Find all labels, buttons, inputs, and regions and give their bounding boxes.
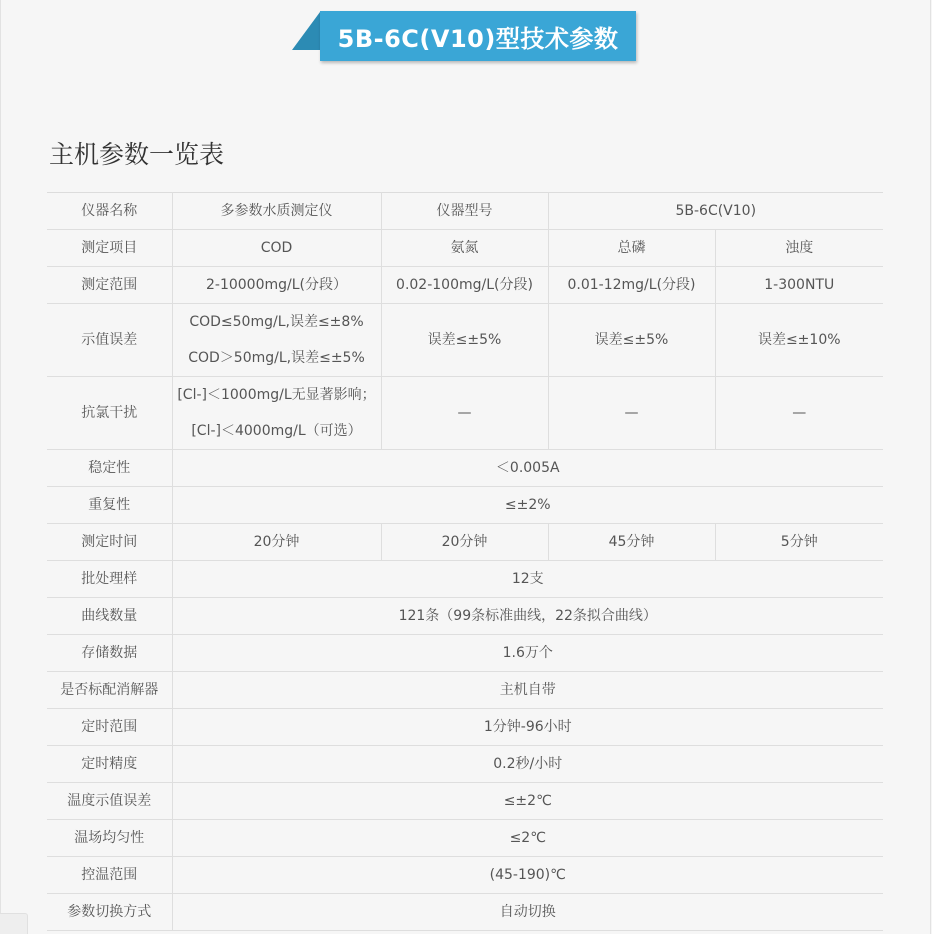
table-cell: 20分钟 (172, 524, 381, 561)
table-row (47, 894, 883, 931)
corner-tab[interactable] (0, 913, 28, 934)
row-label: 批处理样 (47, 561, 172, 598)
table-row (47, 598, 883, 635)
table-cell: 主机自带 (172, 672, 883, 709)
table-row (47, 857, 883, 894)
table-cell: 0.02-100mg/L(分段) (381, 267, 548, 304)
row-label: 存储数据 (47, 635, 172, 672)
table-cell: 0.01-12mg/L(分段) (548, 267, 715, 304)
row-label-stability: 稳定性 (47, 450, 172, 487)
table-cell: 误差≤±10% (715, 304, 883, 377)
frame-left-border (0, 0, 1, 934)
frame-right-border (930, 0, 931, 934)
table-row (47, 709, 883, 746)
table-cell: 1-300NTU (715, 267, 883, 304)
spec-table (47, 192, 883, 931)
table-row (47, 377, 883, 450)
table-row (47, 820, 883, 857)
table-cell: 5分钟 (715, 524, 883, 561)
table-cell (172, 304, 381, 377)
row-label-name: 仪器名称 (47, 193, 172, 230)
table-cell: 总磷 (548, 230, 715, 267)
table-cell: 1.6万个 (172, 635, 883, 672)
table-cell: ≤±2℃ (172, 783, 883, 820)
row-label: 曲线数量 (47, 598, 172, 635)
table-row (47, 230, 883, 267)
table-cell: 氨氮 (381, 230, 548, 267)
table-row (47, 193, 883, 230)
cell-line: [Cl-]＜4000mg/L（可选） (191, 423, 362, 439)
row-label: 温场均匀性 (47, 820, 172, 857)
table-row (47, 450, 883, 487)
table-cell: 2-10000mg/L(分段） (172, 267, 381, 304)
table-cell: 20分钟 (381, 524, 548, 561)
table-row (47, 635, 883, 672)
table-cell: 1分钟-96小时 (172, 709, 883, 746)
table-cell: (45-190)℃ (172, 857, 883, 894)
row-label: 定时精度 (47, 746, 172, 783)
row-label: 定时范围 (47, 709, 172, 746)
table-cell: 自动切换 (172, 894, 883, 931)
table-cell: 12支 (172, 561, 883, 598)
table-row (47, 524, 883, 561)
table-cell: ＜0.005A (172, 450, 883, 487)
table-cell: — (548, 377, 715, 450)
banner-ribbon-fold (292, 12, 320, 50)
table-row (47, 746, 883, 783)
table-cell: 121条（99条标准曲线，22条拟合曲线） (172, 598, 883, 635)
table-row (47, 487, 883, 524)
row-label-range: 测定范围 (47, 267, 172, 304)
table-row (47, 267, 883, 304)
section-title: 主机参数一览表 (49, 140, 225, 169)
row-label-items: 测定项目 (47, 230, 172, 267)
table-cell: 45分钟 (548, 524, 715, 561)
row-label: 参数切换方式 (47, 894, 172, 931)
cell-line: COD≤50mg/L,误差≤±8% (189, 314, 364, 330)
row-label-repeat: 重复性 (47, 487, 172, 524)
banner-title-text: 5B-6C(V10)型技术参数 (337, 24, 619, 53)
table-row (47, 783, 883, 820)
table-cell: 多参数水质测定仪 (172, 193, 381, 230)
table-row (47, 561, 883, 598)
table-row (47, 304, 883, 377)
table-cell: ≤±2% (172, 487, 883, 524)
row-label: 温度示值误差 (47, 783, 172, 820)
table-cell: 误差≤±5% (381, 304, 548, 377)
table-cell: 5B-6C(V10) (548, 193, 883, 230)
table-cell: ≤2℃ (172, 820, 883, 857)
row-label: 是否标配消解器 (47, 672, 172, 709)
row-label-time: 测定时间 (47, 524, 172, 561)
table-cell: 仪器型号 (381, 193, 548, 230)
table-cell: 浊度 (715, 230, 883, 267)
cell-line: [Cl-]＜1000mg/L无显著影响； (177, 387, 376, 403)
row-label: 控温范围 (47, 857, 172, 894)
row-label-chlorine: 抗氯干扰 (47, 377, 172, 450)
table-cell: COD (172, 230, 381, 267)
table-row (47, 672, 883, 709)
table-cell: — (381, 377, 548, 450)
banner-title (320, 11, 636, 61)
table-cell: — (715, 377, 883, 450)
row-label-error: 示值误差 (47, 304, 172, 377)
table-cell: 0.2秒/小时 (172, 746, 883, 783)
table-cell (172, 377, 381, 450)
cell-line: COD＞50mg/L,误差≤±5% (188, 350, 365, 366)
table-cell: 误差≤±5% (548, 304, 715, 377)
